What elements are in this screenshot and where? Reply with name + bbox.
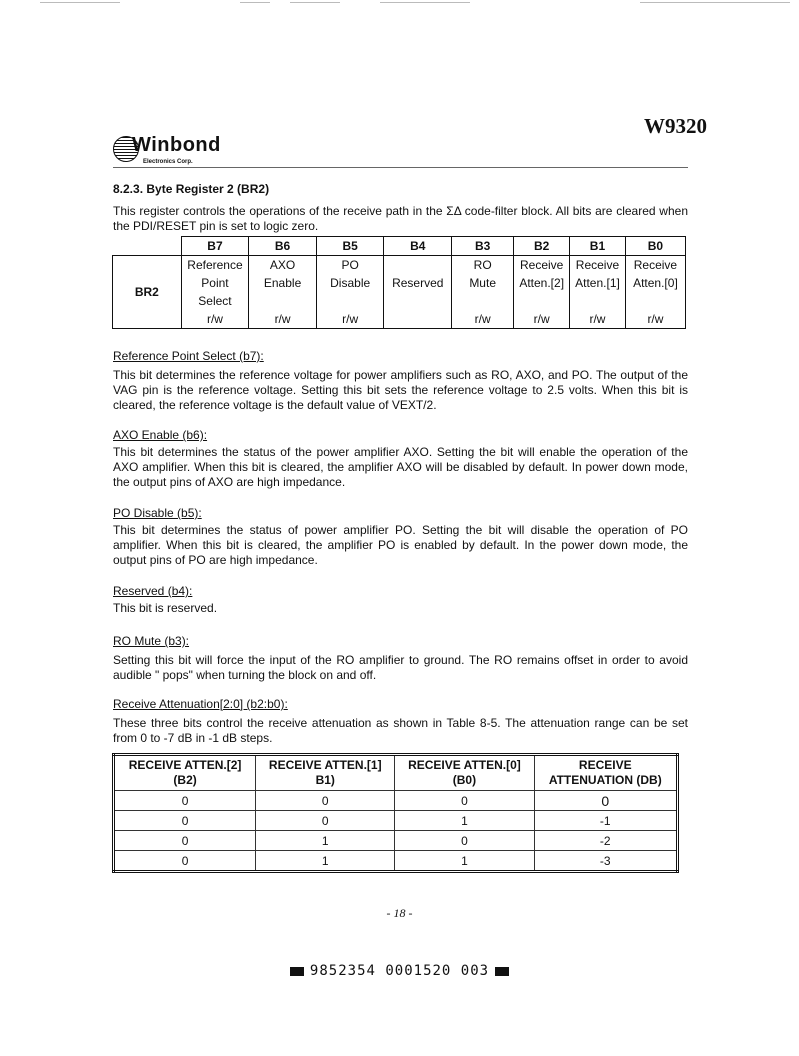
register-access: r/w bbox=[570, 310, 626, 329]
register-cell: RO bbox=[452, 256, 514, 275]
bit-description-b7: This bit determines the reference voltage for power amplifiers such as RO, AXO, and PO. The output of the VAG pin is the reference voltage. Setting this bit sets the reference voltage to 2.5 volts. When this bit is cleared, the reference voltage is the default value of VEXT/2. bbox=[113, 368, 688, 412]
register-header: B7 bbox=[181, 237, 249, 256]
register-cell: Atten.[2] bbox=[514, 274, 570, 292]
register-cell bbox=[384, 256, 452, 275]
table-row bbox=[114, 811, 678, 831]
register-cell: Receive bbox=[514, 256, 570, 275]
section-title: 8.2.3. Byte Register 2 (BR2) bbox=[113, 182, 270, 196]
register-access: r/w bbox=[514, 310, 570, 329]
atten-cell: 1 bbox=[395, 811, 534, 831]
register-cell: Enable bbox=[249, 274, 317, 292]
register-cell bbox=[316, 292, 384, 310]
register-cell bbox=[384, 292, 452, 310]
atten-cell: 0 bbox=[114, 811, 256, 831]
block-mark-icon bbox=[495, 967, 509, 976]
register-header: B3 bbox=[452, 237, 514, 256]
register-header: B1 bbox=[570, 237, 626, 256]
register-header: B4 bbox=[384, 237, 452, 256]
atten-cell: 0 bbox=[256, 791, 395, 811]
atten-cell: -1 bbox=[534, 811, 677, 831]
register-name: BR2 bbox=[113, 256, 182, 329]
register-access bbox=[384, 310, 452, 329]
atten-cell: 0 bbox=[114, 831, 256, 851]
register-cell: Reference bbox=[181, 256, 249, 275]
register-cell bbox=[452, 292, 514, 310]
bit-description-b6: This bit determines the status of the power amplifier AXO. Setting the bit will enable the operation of the AXO amplifier. When this bit is cleared, the amplifier AXO will be disabled by default. In power down mode, the output pins of AXO are high impedance. bbox=[113, 445, 688, 489]
register-cell: Reserved bbox=[384, 274, 452, 292]
register-access: r/w bbox=[625, 310, 685, 329]
register-cell: Receive bbox=[625, 256, 685, 275]
bit-heading-b7: Reference Point Select (b7): bbox=[113, 349, 264, 363]
atten-cell: 0 bbox=[534, 791, 677, 811]
bit-heading-b2-b0: Receive Attenuation[2:0] (b2:b0): bbox=[113, 697, 288, 711]
register-access: r/w bbox=[249, 310, 317, 329]
bit-heading-b4: Reserved (b4): bbox=[113, 584, 193, 598]
logo-subtitle: Electronics Corp. bbox=[143, 159, 193, 165]
atten-cell: 1 bbox=[395, 851, 534, 872]
atten-cell: 0 bbox=[395, 791, 534, 811]
register-cell: PO bbox=[316, 256, 384, 275]
register-cell: Select bbox=[181, 292, 249, 310]
barcode-text: 9852354 0001520 003 bbox=[309, 963, 490, 979]
atten-header: RECEIVE ATTENUATION (DB) bbox=[534, 755, 677, 791]
atten-cell: 0 bbox=[395, 831, 534, 851]
bit-description-b2-b0: These three bits control the receive attenuation as shown in Table 8-5. The attenuation range can be set from 0 to -7 dB in -1 dB steps. bbox=[113, 716, 688, 745]
register-cell: Atten.[1] bbox=[570, 274, 626, 292]
atten-header: RECEIVE ATTEN.[0] (B0) bbox=[395, 755, 534, 791]
bit-heading-b3: RO Mute (b3): bbox=[113, 634, 190, 648]
bit-description-b3: Setting this bit will force the input of the RO amplifier to ground. The RO remains offset in order to avoid audible " pops" when turning the block on and off. bbox=[113, 653, 688, 682]
register-table bbox=[112, 236, 686, 329]
register-cell bbox=[625, 292, 685, 310]
register-header: B0 bbox=[625, 237, 685, 256]
atten-cell: 0 bbox=[114, 791, 256, 811]
attenuation-table bbox=[112, 753, 679, 873]
part-number: W9320 bbox=[644, 114, 707, 138]
footer-barcode bbox=[0, 963, 799, 979]
register-cell bbox=[249, 292, 317, 310]
register-access: r/w bbox=[181, 310, 249, 329]
section-intro: This register controls the operations of the receive path in the ΣΔ code-filter block. All bits are cleared when the PDI/RESET pin is set to logic zero. bbox=[113, 204, 688, 233]
register-cell bbox=[514, 292, 570, 310]
atten-header: RECEIVE ATTEN.[2] (B2) bbox=[114, 755, 256, 791]
atten-cell: 0 bbox=[114, 851, 256, 872]
logo-name: Winbond bbox=[132, 134, 221, 156]
bit-heading-b6: AXO Enable (b6): bbox=[113, 428, 208, 442]
atten-cell: -3 bbox=[534, 851, 677, 872]
header-rule bbox=[113, 167, 688, 168]
table-row bbox=[114, 851, 678, 872]
register-cell: Atten.[0] bbox=[625, 274, 685, 292]
register-cell: AXO bbox=[249, 256, 317, 275]
table-row bbox=[114, 791, 678, 811]
register-header: B2 bbox=[514, 237, 570, 256]
register-header: B6 bbox=[249, 237, 317, 256]
register-access: r/w bbox=[452, 310, 514, 329]
bit-description-b4: This bit is reserved. bbox=[113, 601, 218, 615]
page-number: - 18 - bbox=[386, 906, 413, 920]
register-cell: Point bbox=[181, 274, 249, 292]
atten-cell: -2 bbox=[534, 831, 677, 851]
register-header-empty bbox=[113, 237, 182, 256]
register-cell: Mute bbox=[452, 274, 514, 292]
register-access: r/w bbox=[316, 310, 384, 329]
atten-cell: 1 bbox=[256, 851, 395, 872]
atten-header: RECEIVE ATTEN.[1] B1) bbox=[256, 755, 395, 791]
register-cell: Disable bbox=[316, 274, 384, 292]
bit-description-b5: This bit determines the status of power amplifier PO. Setting the bit will disable the operation of PO amplifier. When this bit is cleared, the amplifier PO is enabled by default. In the power down mode, the output pins of PO are high impedance. bbox=[113, 523, 688, 567]
atten-cell: 1 bbox=[256, 831, 395, 851]
register-header: B5 bbox=[316, 237, 384, 256]
atten-cell: 0 bbox=[256, 811, 395, 831]
register-cell: Receive bbox=[570, 256, 626, 275]
bit-heading-b5: PO Disable (b5): bbox=[113, 506, 202, 520]
block-mark-icon bbox=[290, 967, 304, 976]
register-cell bbox=[570, 292, 626, 310]
table-row bbox=[114, 831, 678, 851]
